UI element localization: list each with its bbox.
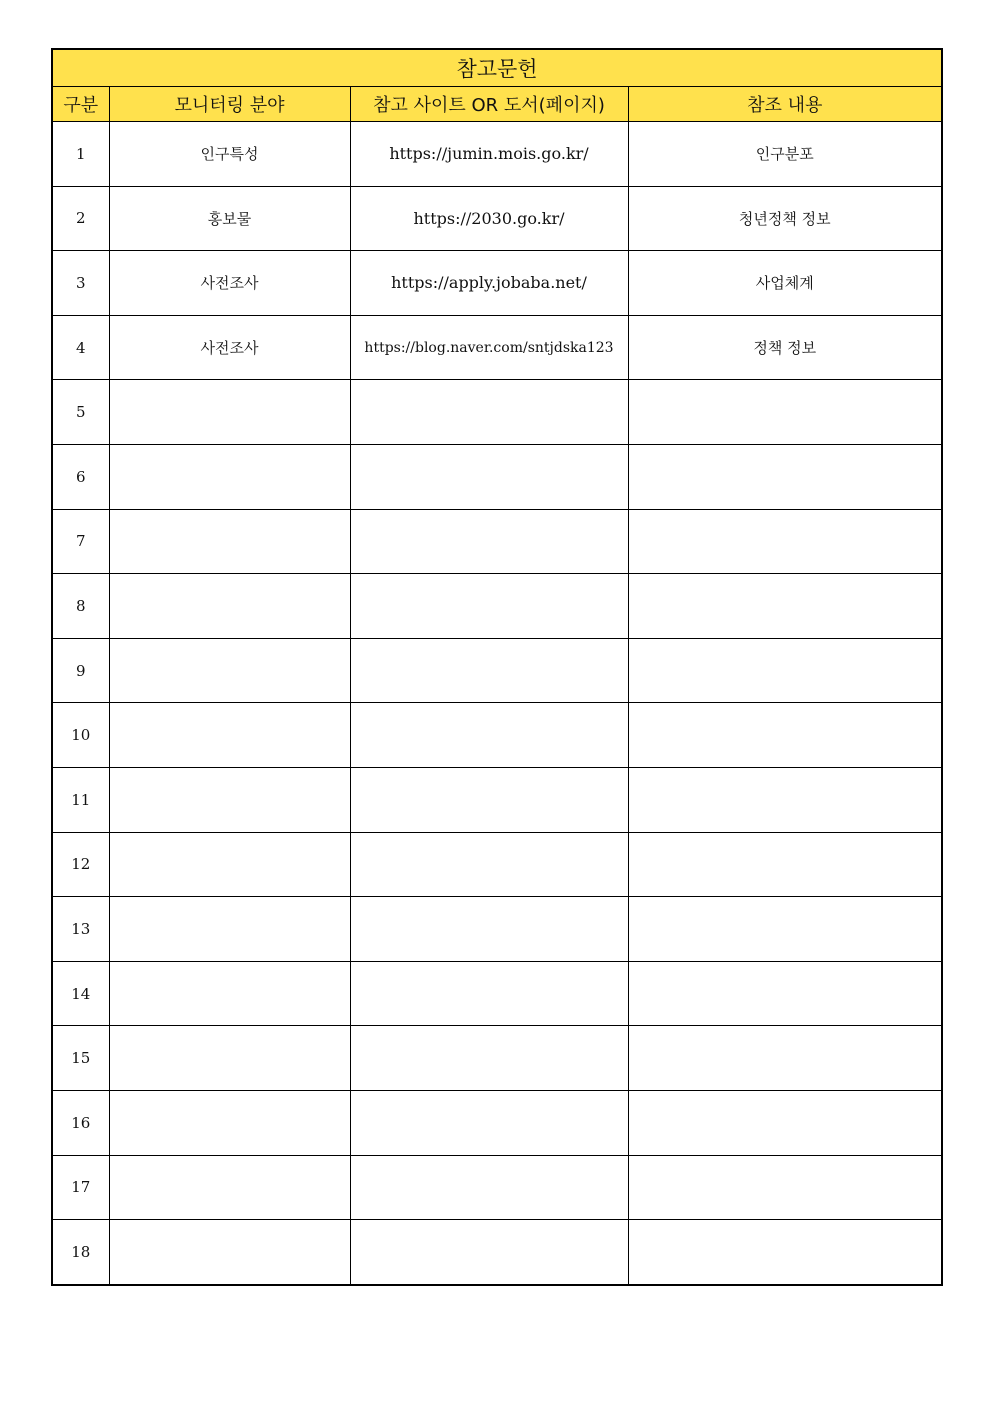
header-content: 참조 내용 <box>628 87 942 122</box>
table-row <box>52 1090 942 1155</box>
reference-site-cell: https://apply.jobaba.net/ <box>350 251 628 316</box>
row-number-cell: 18 <box>52 1220 109 1285</box>
row-number-cell: 7 <box>52 509 109 574</box>
table-row <box>52 1026 942 1091</box>
reference-site-cell: https://blog.naver.com/sntjdska123 <box>350 315 628 380</box>
reference-site-cell <box>350 703 628 768</box>
reference-content-cell <box>628 832 942 897</box>
reference-site-cell: https://2030.go.kr/ <box>350 186 628 251</box>
table-row <box>52 315 942 380</box>
row-number-cell: 13 <box>52 897 109 962</box>
row-number-cell: 10 <box>52 703 109 768</box>
monitoring-field-cell <box>109 703 350 768</box>
reference-content-cell <box>628 638 942 703</box>
reference-site-cell: https://jumin.mois.go.kr/ <box>350 122 628 187</box>
monitoring-field-cell <box>109 961 350 1026</box>
reference-site-cell <box>350 1090 628 1155</box>
reference-content-cell <box>628 1155 942 1220</box>
reference-content-cell <box>628 1090 942 1155</box>
table-row <box>52 1155 942 1220</box>
header-site: 참고 사이트 OR 도서(페이지) <box>350 87 628 122</box>
monitoring-field-cell <box>109 638 350 703</box>
reference-content-cell <box>628 767 942 832</box>
table-row <box>52 186 942 251</box>
references-table <box>51 48 943 1286</box>
reference-site-cell <box>350 832 628 897</box>
reference-content-cell <box>628 509 942 574</box>
monitoring-field-cell <box>109 1220 350 1285</box>
row-number-cell: 1 <box>52 122 109 187</box>
reference-content-cell <box>628 961 942 1026</box>
reference-content-cell <box>628 897 942 962</box>
table-row <box>52 122 942 187</box>
table-row <box>52 380 942 445</box>
reference-content-cell <box>628 444 942 509</box>
reference-site-cell <box>350 961 628 1026</box>
table-row <box>52 509 942 574</box>
monitoring-field-cell: 사전조사 <box>109 315 350 380</box>
reference-content-cell: 인구분포 <box>628 122 942 187</box>
row-number-cell: 16 <box>52 1090 109 1155</box>
monitoring-field-cell <box>109 574 350 639</box>
reference-content-cell <box>628 380 942 445</box>
reference-site-cell <box>350 638 628 703</box>
reference-site-cell <box>350 1026 628 1091</box>
header-num: 구분 <box>52 87 109 122</box>
row-number-cell: 5 <box>52 380 109 445</box>
row-number-cell: 15 <box>52 1026 109 1091</box>
table-body <box>52 122 942 1285</box>
table-row <box>52 703 942 768</box>
row-number-cell: 4 <box>52 315 109 380</box>
monitoring-field-cell <box>109 444 350 509</box>
reference-site-cell <box>350 509 628 574</box>
row-number-cell: 6 <box>52 444 109 509</box>
row-number-cell: 3 <box>52 251 109 316</box>
monitoring-field-cell <box>109 897 350 962</box>
reference-site-cell <box>350 767 628 832</box>
table-title: 참고문헌 <box>52 49 942 87</box>
table-row <box>52 897 942 962</box>
header-field: 모니터링 분야 <box>109 87 350 122</box>
table-row <box>52 574 942 639</box>
monitoring-field-cell <box>109 509 350 574</box>
table-row <box>52 1220 942 1285</box>
reference-content-cell: 정책 정보 <box>628 315 942 380</box>
reference-site-cell <box>350 897 628 962</box>
row-number-cell: 8 <box>52 574 109 639</box>
table-row <box>52 251 942 316</box>
monitoring-field-cell: 인구특성 <box>109 122 350 187</box>
row-number-cell: 14 <box>52 961 109 1026</box>
monitoring-field-cell <box>109 1090 350 1155</box>
table-row <box>52 832 942 897</box>
monitoring-field-cell <box>109 1026 350 1091</box>
row-number-cell: 2 <box>52 186 109 251</box>
title-row <box>52 49 942 87</box>
table-row <box>52 444 942 509</box>
monitoring-field-cell: 홍보물 <box>109 186 350 251</box>
reference-content-cell: 사업체계 <box>628 251 942 316</box>
row-number-cell: 9 <box>52 638 109 703</box>
reference-content-cell: 청년정책 정보 <box>628 186 942 251</box>
reference-content-cell <box>628 703 942 768</box>
reference-site-cell <box>350 380 628 445</box>
reference-content-cell <box>628 574 942 639</box>
reference-site-cell <box>350 1220 628 1285</box>
table-row <box>52 767 942 832</box>
monitoring-field-cell: 사전조사 <box>109 251 350 316</box>
row-number-cell: 12 <box>52 832 109 897</box>
monitoring-field-cell <box>109 767 350 832</box>
row-number-cell: 17 <box>52 1155 109 1220</box>
reference-site-cell <box>350 574 628 639</box>
table-row <box>52 638 942 703</box>
monitoring-field-cell <box>109 1155 350 1220</box>
monitoring-field-cell <box>109 380 350 445</box>
reference-site-cell <box>350 1155 628 1220</box>
table-row <box>52 961 942 1026</box>
monitoring-field-cell <box>109 832 350 897</box>
header-row <box>52 87 942 122</box>
row-number-cell: 11 <box>52 767 109 832</box>
reference-content-cell <box>628 1220 942 1285</box>
reference-site-cell <box>350 444 628 509</box>
reference-content-cell <box>628 1026 942 1091</box>
